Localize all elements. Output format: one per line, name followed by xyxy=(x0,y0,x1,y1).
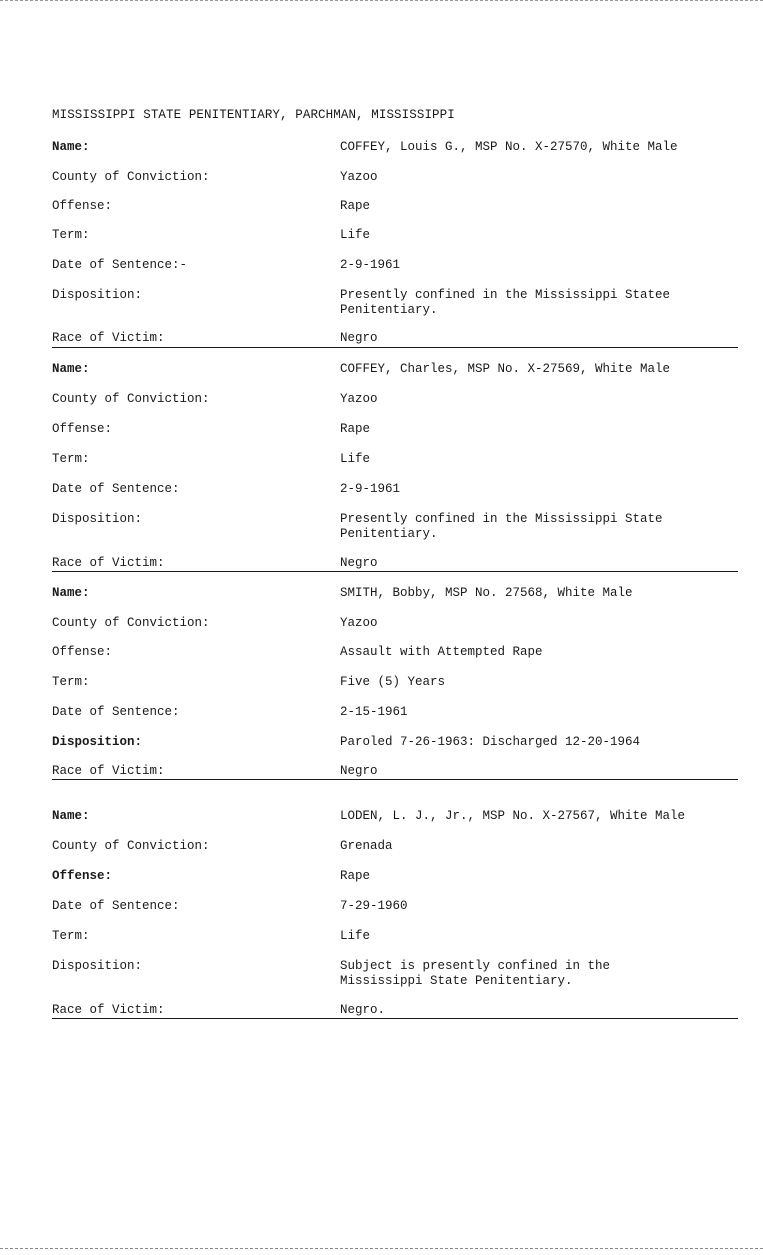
date-value: 7-29-1960 xyxy=(340,899,408,913)
offense-label: Offense: xyxy=(52,422,113,436)
name-value: LODEN, L. J., Jr., MSP No. X-27567, White Male xyxy=(340,809,686,823)
field-offense xyxy=(52,422,738,440)
race-value: Negro xyxy=(340,764,378,778)
disposition-value: Paroled 7-26-1963: Discharged 12-20-1964 xyxy=(340,735,641,749)
disposition-value: Subject is presently confined in the Mississippi State Penitentiary. xyxy=(340,959,611,988)
name-label: Name: xyxy=(52,140,90,154)
offense-label: Offense: xyxy=(52,869,113,883)
county-value: Yazoo xyxy=(340,170,378,184)
field-name xyxy=(52,586,738,604)
field-name xyxy=(52,140,738,158)
term-label: Term: xyxy=(52,929,90,943)
county-label: County of Conviction: xyxy=(52,392,210,406)
page-bottom-border xyxy=(0,1248,763,1249)
term-label: Term: xyxy=(52,675,90,689)
field-disposition xyxy=(52,288,738,322)
county-label: County of Conviction: xyxy=(52,839,210,853)
page-top-border xyxy=(0,0,763,1)
offense-value: Assault with Attempted Rape xyxy=(340,645,543,659)
date-value: 2-9-1961 xyxy=(340,258,401,272)
field-disposition xyxy=(52,959,738,993)
race-label: Race of Victim: xyxy=(52,556,165,570)
county-value: Yazoo xyxy=(340,392,378,406)
date-label: Date of Sentence: xyxy=(52,899,180,913)
race-label: Race of Victim: xyxy=(52,764,165,778)
field-date-of-sentence xyxy=(52,258,738,276)
field-county xyxy=(52,839,738,857)
field-offense xyxy=(52,199,738,217)
field-term xyxy=(52,228,738,246)
record-divider xyxy=(52,1018,738,1019)
name-value: SMITH, Bobby, MSP No. 27568, White Male xyxy=(340,586,633,600)
disposition-value: Presently confined in the Mississippi Statee Penitentiary. xyxy=(340,288,671,317)
term-value: Life xyxy=(340,452,371,466)
date-label: Date of Sentence:- xyxy=(52,258,188,272)
field-date-of-sentence xyxy=(52,899,738,917)
disposition-label: Disposition: xyxy=(52,288,143,302)
offense-label: Offense: xyxy=(52,199,113,213)
offense-value: Rape xyxy=(340,869,371,883)
date-value: 2-9-1961 xyxy=(340,482,401,496)
name-label: Name: xyxy=(52,809,90,823)
field-offense xyxy=(52,869,738,887)
field-county xyxy=(52,616,738,634)
record-divider xyxy=(52,571,738,572)
field-disposition xyxy=(52,512,738,546)
disposition-value: Presently confined in the Mississippi State Penitentiary. xyxy=(340,512,663,541)
document-title: MISSISSIPPI STATE PENITENTIARY, PARCHMAN, MISSISSIPPI xyxy=(52,108,455,122)
field-county xyxy=(52,392,738,410)
county-label: County of Conviction: xyxy=(52,170,210,184)
field-disposition xyxy=(52,735,738,753)
race-value: Negro xyxy=(340,556,378,570)
disposition-label: Disposition: xyxy=(52,735,143,749)
county-label: County of Conviction: xyxy=(52,616,210,630)
term-value: Life xyxy=(340,228,371,242)
county-value: Grenada xyxy=(340,839,393,853)
field-date-of-sentence xyxy=(52,705,738,723)
county-value: Yazoo xyxy=(340,616,378,630)
disposition-label: Disposition: xyxy=(52,512,143,526)
date-label: Date of Sentence: xyxy=(52,705,180,719)
race-label: Race of Victim: xyxy=(52,331,165,345)
offense-value: Rape xyxy=(340,422,371,436)
name-value: COFFEY, Louis G., MSP No. X-27570, White Male xyxy=(340,140,678,154)
name-label: Name: xyxy=(52,362,90,376)
name-value: COFFEY, Charles, MSP No. X-27569, White Male xyxy=(340,362,671,376)
record-divider xyxy=(52,779,738,780)
field-name xyxy=(52,809,738,827)
field-offense xyxy=(52,645,738,663)
race-value: Negro xyxy=(340,331,378,345)
field-term xyxy=(52,675,738,693)
field-county xyxy=(52,170,738,188)
race-value: Negro. xyxy=(340,1003,386,1017)
record-divider xyxy=(52,347,738,348)
term-label: Term: xyxy=(52,452,90,466)
name-label: Name: xyxy=(52,586,90,600)
disposition-label: Disposition: xyxy=(52,959,143,973)
date-label: Date of Sentence: xyxy=(52,482,180,496)
field-term xyxy=(52,929,738,947)
term-label: Term: xyxy=(52,228,90,242)
offense-value: Rape xyxy=(340,199,371,213)
date-value: 2-15-1961 xyxy=(340,705,408,719)
field-name xyxy=(52,362,738,380)
offense-label: Offense: xyxy=(52,645,113,659)
race-label: Race of Victim: xyxy=(52,1003,165,1017)
field-date-of-sentence xyxy=(52,482,738,500)
term-value: Life xyxy=(340,929,371,943)
term-value: Five (5) Years xyxy=(340,675,446,689)
field-term xyxy=(52,452,738,470)
